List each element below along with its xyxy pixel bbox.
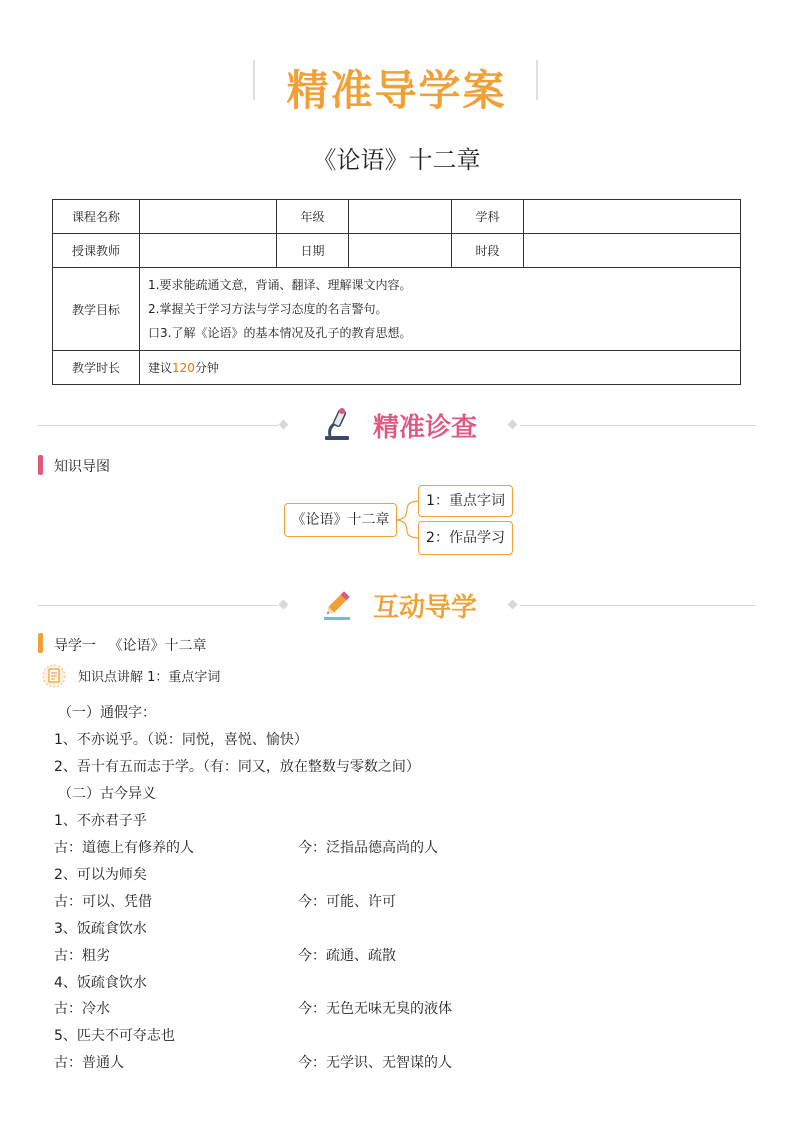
goal-item: 2.掌握关于学习方法与学习态度的名言警句。	[148, 302, 388, 316]
body-line-ancient: 古：可以、凭借	[54, 894, 152, 910]
knowledge-point-icon	[42, 664, 66, 688]
duration-suffix: 分钟	[194, 361, 219, 375]
body-line: 3、饭疏食饮水	[54, 921, 147, 937]
body-line: 1、不亦说乎。（说：同悦，喜悦、愉快）	[54, 732, 308, 748]
section1-title: 精准诊查	[373, 413, 478, 443]
table-row	[53, 268, 741, 351]
pencil-icon	[322, 590, 352, 622]
table-row	[53, 351, 741, 385]
body-line: （二）古今异义	[58, 786, 156, 802]
course-name-value	[140, 200, 277, 234]
body-line-ancient: 古：粗劣	[54, 948, 110, 964]
duration-cell	[140, 351, 741, 385]
mindmap-root-node: 《论语》十二章	[284, 503, 397, 537]
section2-diamond-right	[508, 600, 518, 610]
goals-cell	[140, 268, 741, 351]
section2-diamond-left	[279, 600, 289, 610]
grade-label: 年级	[277, 200, 349, 234]
teacher-label: 授课教师	[53, 234, 140, 268]
course-info-table	[52, 199, 741, 385]
grade-value	[349, 200, 452, 234]
body-line: 2、可以为师矣	[54, 867, 147, 883]
body-line-modern: 今：泛指品德高尚的人	[298, 840, 438, 856]
mindmap-heading: 知识导图	[54, 459, 110, 475]
body-line-ancient: 古：普通人	[54, 1055, 124, 1071]
goal-item: 1.要求能疏通文意，背诵、翻译、理解课文内容。	[148, 278, 412, 292]
knowledge-point-heading: 知识点讲解 1：重点字词	[78, 670, 221, 685]
course-name-label: 课程名称	[53, 200, 140, 234]
goal-item: 口3.了解《论语》的基本情况及孔子的教育思想。	[148, 326, 412, 340]
body-line: （一）通假字：	[58, 705, 156, 721]
mindmap-child-node: 1：重点字词	[418, 485, 513, 517]
date-label: 日期	[277, 234, 349, 268]
body-line-modern: 今：无学识、无智谋的人	[298, 1055, 452, 1071]
lesson-title: 《论语》十二章	[312, 146, 481, 174]
body-line-modern: 今：无色无味无臭的液体	[298, 1001, 452, 1017]
body-line: 4、饭疏食饮水	[54, 975, 147, 991]
section2-title: 互动导学	[373, 593, 478, 623]
section1-diamond-right	[508, 420, 518, 430]
period-label: 时段	[452, 234, 524, 268]
body-line-modern: 今：可能、许可	[298, 894, 396, 910]
mindmap-child-node: 2：作品学习	[418, 521, 513, 555]
teacher-value	[140, 234, 277, 268]
section1-sub-bar	[38, 455, 43, 475]
date-value	[349, 234, 452, 268]
body-line: 5、匹夫不可夺志也	[54, 1028, 175, 1044]
section2-divider-right	[520, 605, 756, 606]
body-line: 2、吾十有五而志于学。（有：同又，放在整数与零数之间）	[54, 759, 420, 775]
subject-value	[524, 200, 741, 234]
body-line-ancient: 古：冷水	[54, 1001, 110, 1017]
subject-label: 学科	[452, 200, 524, 234]
duration-number: 120	[172, 361, 195, 375]
section1-divider-right	[520, 425, 756, 426]
duration-label: 教学时长	[53, 351, 140, 385]
body-line-modern: 今：疏通、疏散	[298, 948, 396, 964]
guide-heading: 导学一 《论语》十二章	[54, 638, 207, 654]
goals-label: 教学目标	[53, 268, 140, 351]
microscope-icon	[322, 407, 352, 441]
section1-diamond-left	[279, 420, 289, 430]
section2-divider-left	[38, 605, 278, 606]
page-title: 精准导学案	[286, 66, 507, 115]
duration-prefix: 建议	[148, 361, 173, 375]
body-line: 1、不亦君子乎	[54, 813, 147, 829]
table-row	[53, 234, 741, 268]
section2-sub-bar	[38, 633, 43, 653]
period-value	[524, 234, 741, 268]
section1-divider-left	[38, 425, 278, 426]
body-line-ancient: 古：道德上有修养的人	[54, 840, 194, 856]
table-row	[53, 200, 741, 234]
